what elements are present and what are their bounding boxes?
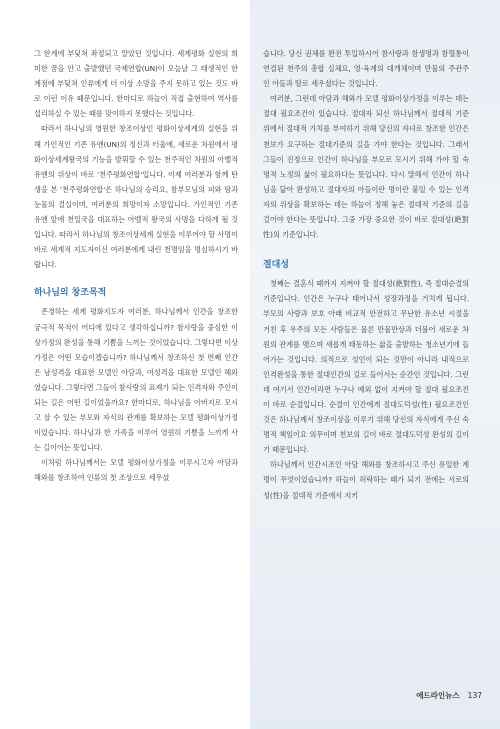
section-heading: 절대성 bbox=[263, 260, 289, 271]
body-paragraph: 첫째는 결혼식 때까지 지켜야 할 절대성(絶對性), 즉 절대순결의 기준입니다. 인간은 누구나 태어나서 성장과정을 거치게 됩니다. 부모의 사랑과 보호 아래 비교적 안전하고 무난한 유소년 시절을 거친 후 우주의 모든 사람들은 물론 만물만상과 더불어 새로운 차원의 관계를 맺으며 새롭게 태동하는 삶을 출발하는 청소년기에 들어가는 것입니다. 의적으로 성인이 되는 것만이 아니라 내적으로 인격완성을 통한 절대인간의 길로 들어서는 순간인 것입니다. 그런데 여기서 인간이라면 누구나 예외 없이 지켜야 할 절대 필요조건이 바로 순결입니다. 순결이 인간에게 절대도덕성(性) 필요조건인 것은 하나님께서 창조이상을 이루기 위해 당신의 자식에게 주신 숙명적 책임이요 의무이며 천보의 길이 바로 절대도덕성 완성의 길이기 때문입니다. bbox=[263, 279, 469, 455]
page-footer bbox=[370, 688, 482, 702]
body-paragraph: 존경하는 세계 평화지도자 여러분, 하나님께서 인간을 창조한 궁극적 목적이 어디에 있다고 생각하십니까? 참사랑을 중심한 이상가정의 완성을 통해 기쁨을 느끼는 것이었습니다. 그렇다면 이상가정은 어떤 모습이겠습니까? 하나님께서 창조하신 첫 번째 인간은 남성격을 대표한 모델인 아담과, 여성격을 대표한 모델인 해와였습니다. 그렇다면 그들이 참사랑의 표제가 되는 인격자와 주인이 되는 길은 어떤 길이었을까요? 한마디로, 하나님을 아버지로 모시고 살 수 있는 부모와 자식의 관계를 확보하는 모델 평화이상가정이었습니다. 하나님과 한 가족을 이루어 영원히 기쁨을 느끼게 사는 길이어는 뜻입니다. bbox=[34, 307, 238, 453]
right-column bbox=[263, 46, 469, 503]
section-heading: 하나님의 창조목적 bbox=[34, 288, 107, 299]
body-paragraph: 여러분, 그런데 아담과 해와가 모델 평화이상가정을 이루는 데는 절대 필요조건이 있습니다. 절대자 되신 하나님께서 절대적 기준 위에서 절대적 가치를 부여하기 위해 당신의 자녀로 창조한 인간은 천보가 요구하는 절대기준의 길을 가야 한다는 것입니다. 그래서 그들이 진정으로 인간이 하나님을 부모로 모시기 위해 가야 할 숙명적 노정의 삶이 필요하다는 뜻입니다. 다시 말해서 인간이 하나님을 닮아 완성하고 절대자의 아들이란 명이란 붙일 수 있는 인격자의 위상을 확보하는 데는 하늘이 정해 놓은 절대적 기준의 길을 걸어야 한다는 뜻입니다. 그중 가장 중요한 것이 바로 절대성(絶對性)의 기준입니다. bbox=[263, 94, 469, 240]
page-number: 137 bbox=[467, 690, 482, 700]
body-paragraph: 하나님께서 인간시조인 아담 해와를 창조하시고 주신 유일한 계명이 무엇이었습니까? 하늘이 허락하는 때가 되기 전에는 서로의 성(性)을 절대적 기준에서 지키 bbox=[263, 460, 469, 500]
body-paragraph: 이처럼 하나님께서는 모델 평화이상가정을 이루시고자 아담과 해와를 창조하여 인류의 첫 조상으로 세우셨 bbox=[34, 458, 238, 483]
left-column bbox=[34, 46, 238, 486]
body-paragraph: 습니다. 당신 권체를 완전 투입하시어 참사랑과 참생명과 참혈통이 연결된 천주의 총합 실체요, 영·육계의 대개체이며 만물의 주관주인 아들과 딸로 세우셨다는 것입니다. bbox=[263, 49, 469, 89]
body-paragraph: 따라서 하나님의 영원한 창조이상인 평화이상세계의 실현을 위해 가인적인 기존 유엔(UN)의 정신과 터울에, 새로운 차원에서 평화이상세계왕국의 기능을 발휘할 수 있는 천주적인 차원의 아벨적 유엔의 위상이 바로 '천주평화연합'입니다. 이제 여러분과 함께 탄생을 본 '천주평화연합'은 하나님의 승리요, 참부모님의 피와 땀과 눈물의 결실이며, 여러분의 희망이자 소망입니다. 가인적인 기존 유엔 앞에 천일국을 대표하는 아벨적 왕국의 사명을 다하게 될 것입니다. 따라서 하나님의 창조이상세계 실현을 이루어야 할 사명이 바로 세계적 지도자이신 여러분에게 내린 천명임을 명심하시기 바랍니다. bbox=[34, 124, 238, 270]
publication-name: 에드라인뉴스 bbox=[416, 690, 460, 700]
body-paragraph: 그 한계에 부딪쳐 좌절되고 말았던 것입니다. 세계평화 실현의 희미한 꿈을 안고 출발했던 국제연합(UN)이 오늘날 그 태생적인 한계점에 부딪쳐 인류에게 더 이상 소망을 주지 못하고 있는 것도 바로 이런 이유 때문입니다. 한마디로 하늘이 직접 출현하여 역사를 섭리하실 수 있는 때를 맞이하지 못했다는 것입니다. bbox=[34, 49, 238, 119]
